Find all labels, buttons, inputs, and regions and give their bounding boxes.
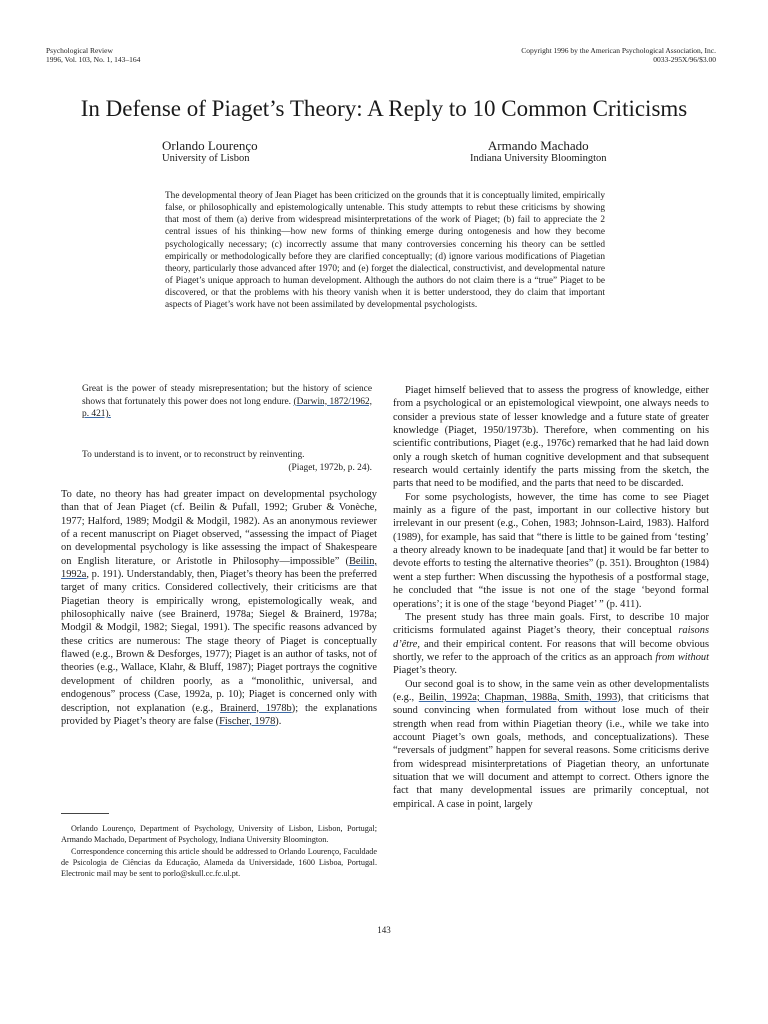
- epigraph-text: To understand is to invent, or to reconstruct by reinventing.: [82, 450, 305, 460]
- author-block: [470, 139, 607, 165]
- journal-citation: 1996, Vol. 103, No. 1, 143–164: [46, 54, 141, 64]
- author-block: [162, 139, 258, 165]
- journal-header: [46, 47, 140, 64]
- text-run: Our second goal is to show, in the same vein as other developmentalists (e.g.,: [393, 678, 709, 703]
- text-run: To date, no theory has had greater impact on developmental psychology than that of Jean Piaget (cf. Beilin & Pufall, 1992; Gruber & Vonèche, 1977; Halford, 1989; Modgil & Modgil, 1982). As an anonymous reviewer of a recent manuscript on Piaget observed, “assessing the impact of Piaget on developmental psychology is like assessing the impact of Shakespeare on English literature, or Aristotle in Philosophy—impossible” (: [61, 489, 377, 567]
- author-name: Armando Machado: [487, 138, 589, 153]
- text-run: Piaget’s theory.: [393, 665, 457, 677]
- italic-run: from without: [655, 651, 709, 663]
- text-run: ), that criticisms that sound convincing when formulated from without lose much of their strength when read from within Piagetian theory (i.e., while we take into account Piaget’s own goals, methods, and conceptualizations). These “reversals of judgment” happen for several reasons. Some criticisms derive from widespread misinterpretations of Piagetian theory, an unfortunate situation that we will document and attempt to correct. Others ignore the fact that many developmental issues are primarily conceptual, not empirical. A case in point, largely: [393, 691, 709, 810]
- body-paragraph: [393, 611, 709, 678]
- footnote: Orlando Lourenço, Department of Psychology, University of Lisbon, Lisbon, Portugal; Armando Machado, Department of Psychology, Indiana University Bloomington.: [61, 824, 377, 845]
- page-number: 143: [377, 925, 391, 935]
- right-column: [393, 384, 709, 811]
- text-run: ).: [275, 715, 282, 727]
- footnote: Correspondence concerning this article should be addressed to Orlando Lourenço, Faculdade de Psicologia de Ciências da Educação, Alameda da Universidade, 1600 Lisboa, Portugal. Electronic mail may be sent to porlo@skull.cc.fc.ul.pt.: [61, 846, 377, 879]
- author-affiliation: University of Lisbon: [162, 153, 250, 164]
- epigraph-citation: (Piaget, 1972b, p. 24).: [288, 462, 372, 473]
- copyright-header: [521, 47, 716, 64]
- citation-link[interactable]: Fischer, 1978: [219, 715, 276, 727]
- body-paragraph: Piaget himself believed that to assess the progress of knowledge, either from a psychological or an epistemological viewpoint, one always needs to consider a previous state of lesser knowledge and a future state of greater knowledge (Piaget, 1950/1973b). Therefore, when commenting on his scientific contributions, Piaget (e.g., 1976c) remarked that he had laid down only a rough sketch of human cognitive development and that subsequent research would certainly identify the parts missing from the sketch, the parts that need to be modified, and the parts that need to be discarded.: [393, 385, 709, 490]
- text-run: The present study has three main goals. First, to describe 10 major criticisms formulated against Piaget’s theory, their conceptual: [393, 611, 709, 637]
- paper-title: In Defense of Piaget’s Theory: A Reply to 10 Common Criticisms: [80, 96, 688, 121]
- text-run: ); the explanations provided by Piaget’s theory are false (: [61, 702, 377, 727]
- issn-code: 0033-295X/96/$3.00: [653, 54, 716, 64]
- author-name: Orlando Lourenço: [162, 138, 258, 153]
- journal-name: Psychological Review: [46, 46, 113, 55]
- text-run: , p. 191). Understandably, then, Piaget’s theory has been the preferred target of many critics. Considered collectively, their criticisms are that Piagetian theory is empirically wrong, epistemologically weak, and philosophically naive (see Brainerd, 1978a; Siegel & Brainerd, 1978a; Modgil & Modgil, 1982; Siegal, 1991). The specific reasons advanced by these critics are numerous: The stage theory of Piaget is conceptually flawed (e.g., Brown & Desforges, 1977); Piaget is an author of tasks, not of theories (e.g., Wallace, Klahr, & Bluff, 1987); Piaget portrays the cognitive development of children poorly, as a “monolithic, universal, and endogenous” process (Case, 1992a, p. 10); Piaget is concerned only with description, not explanation (e.g.,: [61, 569, 377, 714]
- body-paragraph: [61, 488, 377, 728]
- body-paragraph: For some psychologists, however, the time has come to see Piaget mainly as a figure of the past, important in our collective history but irrelevant in our present (e.g., Cohen, 1983; Johnson-Laird, 1983). Halford (1989), for example, has said that “there is little to be gained from ‘testing’ a theory already known to be inadequate [and that] it would be far better to devote efforts to testing the alternative theories” (p. 351). Broughton (1984) went a step further: When discussing the hypothesis of a postformal stage, he concluded that “the issue is not one of the stage ‘beyond formal operations’; it is one of the stage ‘beyond Piaget’ ” (p. 411).: [393, 491, 709, 610]
- footnotes: [61, 823, 377, 879]
- citation-link[interactable]: Beilin, 1992a; Chapman, 1988a, Smith, 1993: [418, 691, 618, 703]
- copyright-line: Copyright 1996 by the American Psychological Association, Inc.: [521, 46, 716, 55]
- footnote-divider: [61, 813, 109, 814]
- citation-link[interactable]: Brainerd, 1978b: [219, 702, 292, 714]
- epigraph: [82, 449, 372, 474]
- epigraph-citation-link[interactable]: (Darwin, 1872/1962, p. 421).: [82, 396, 372, 420]
- left-column: [61, 488, 377, 728]
- abstract: The developmental theory of Jean Piaget has been criticized on the grounds that it is conceptually limited, empirically false, or philosophically and epistemologically untenable. This study attempts to rebut these criticisms by showing that most of them (a) derive from widespread misinterpretations of the work of Piaget; (b) fail to appreciate the 2 central issues of his thinking—how new forms of thinking emerge during ontogenesis and how they become psychologically necessary; (c) incorrectly assume that many controversies concerning his theory can be settled empirically or methodologically before they are clarified conceptually; (d) ignore various modifications of Piagetian theory, particularly those advanced after 1970; and (e) forget the dialectical, constructivist, and developmental nature of Piaget’s unique approach to human development. Although the authors do not claim there is a “true” Piaget to be discovered, or that the problems with his theory vanish when it is better understood, they do claim that important aspects of Piaget’s work have not been assimilated by developmental psychologists.: [165, 191, 605, 311]
- author-affiliation: Indiana University Bloomington: [470, 153, 607, 164]
- epigraph: [82, 383, 372, 421]
- body-paragraph: [393, 678, 709, 811]
- text-run: and their empirical content. For reasons that will become obvious shortly, we refer to the approach of the critics as an approach: [393, 638, 709, 663]
- italic-run: raisons d’être,: [393, 625, 709, 650]
- epigraph-text: Great is the power of steady misrepresentation; but the history of science shows that fortunately this power does not long endure.: [82, 384, 372, 407]
- citation-link[interactable]: Beilin, 1992a: [61, 555, 377, 581]
